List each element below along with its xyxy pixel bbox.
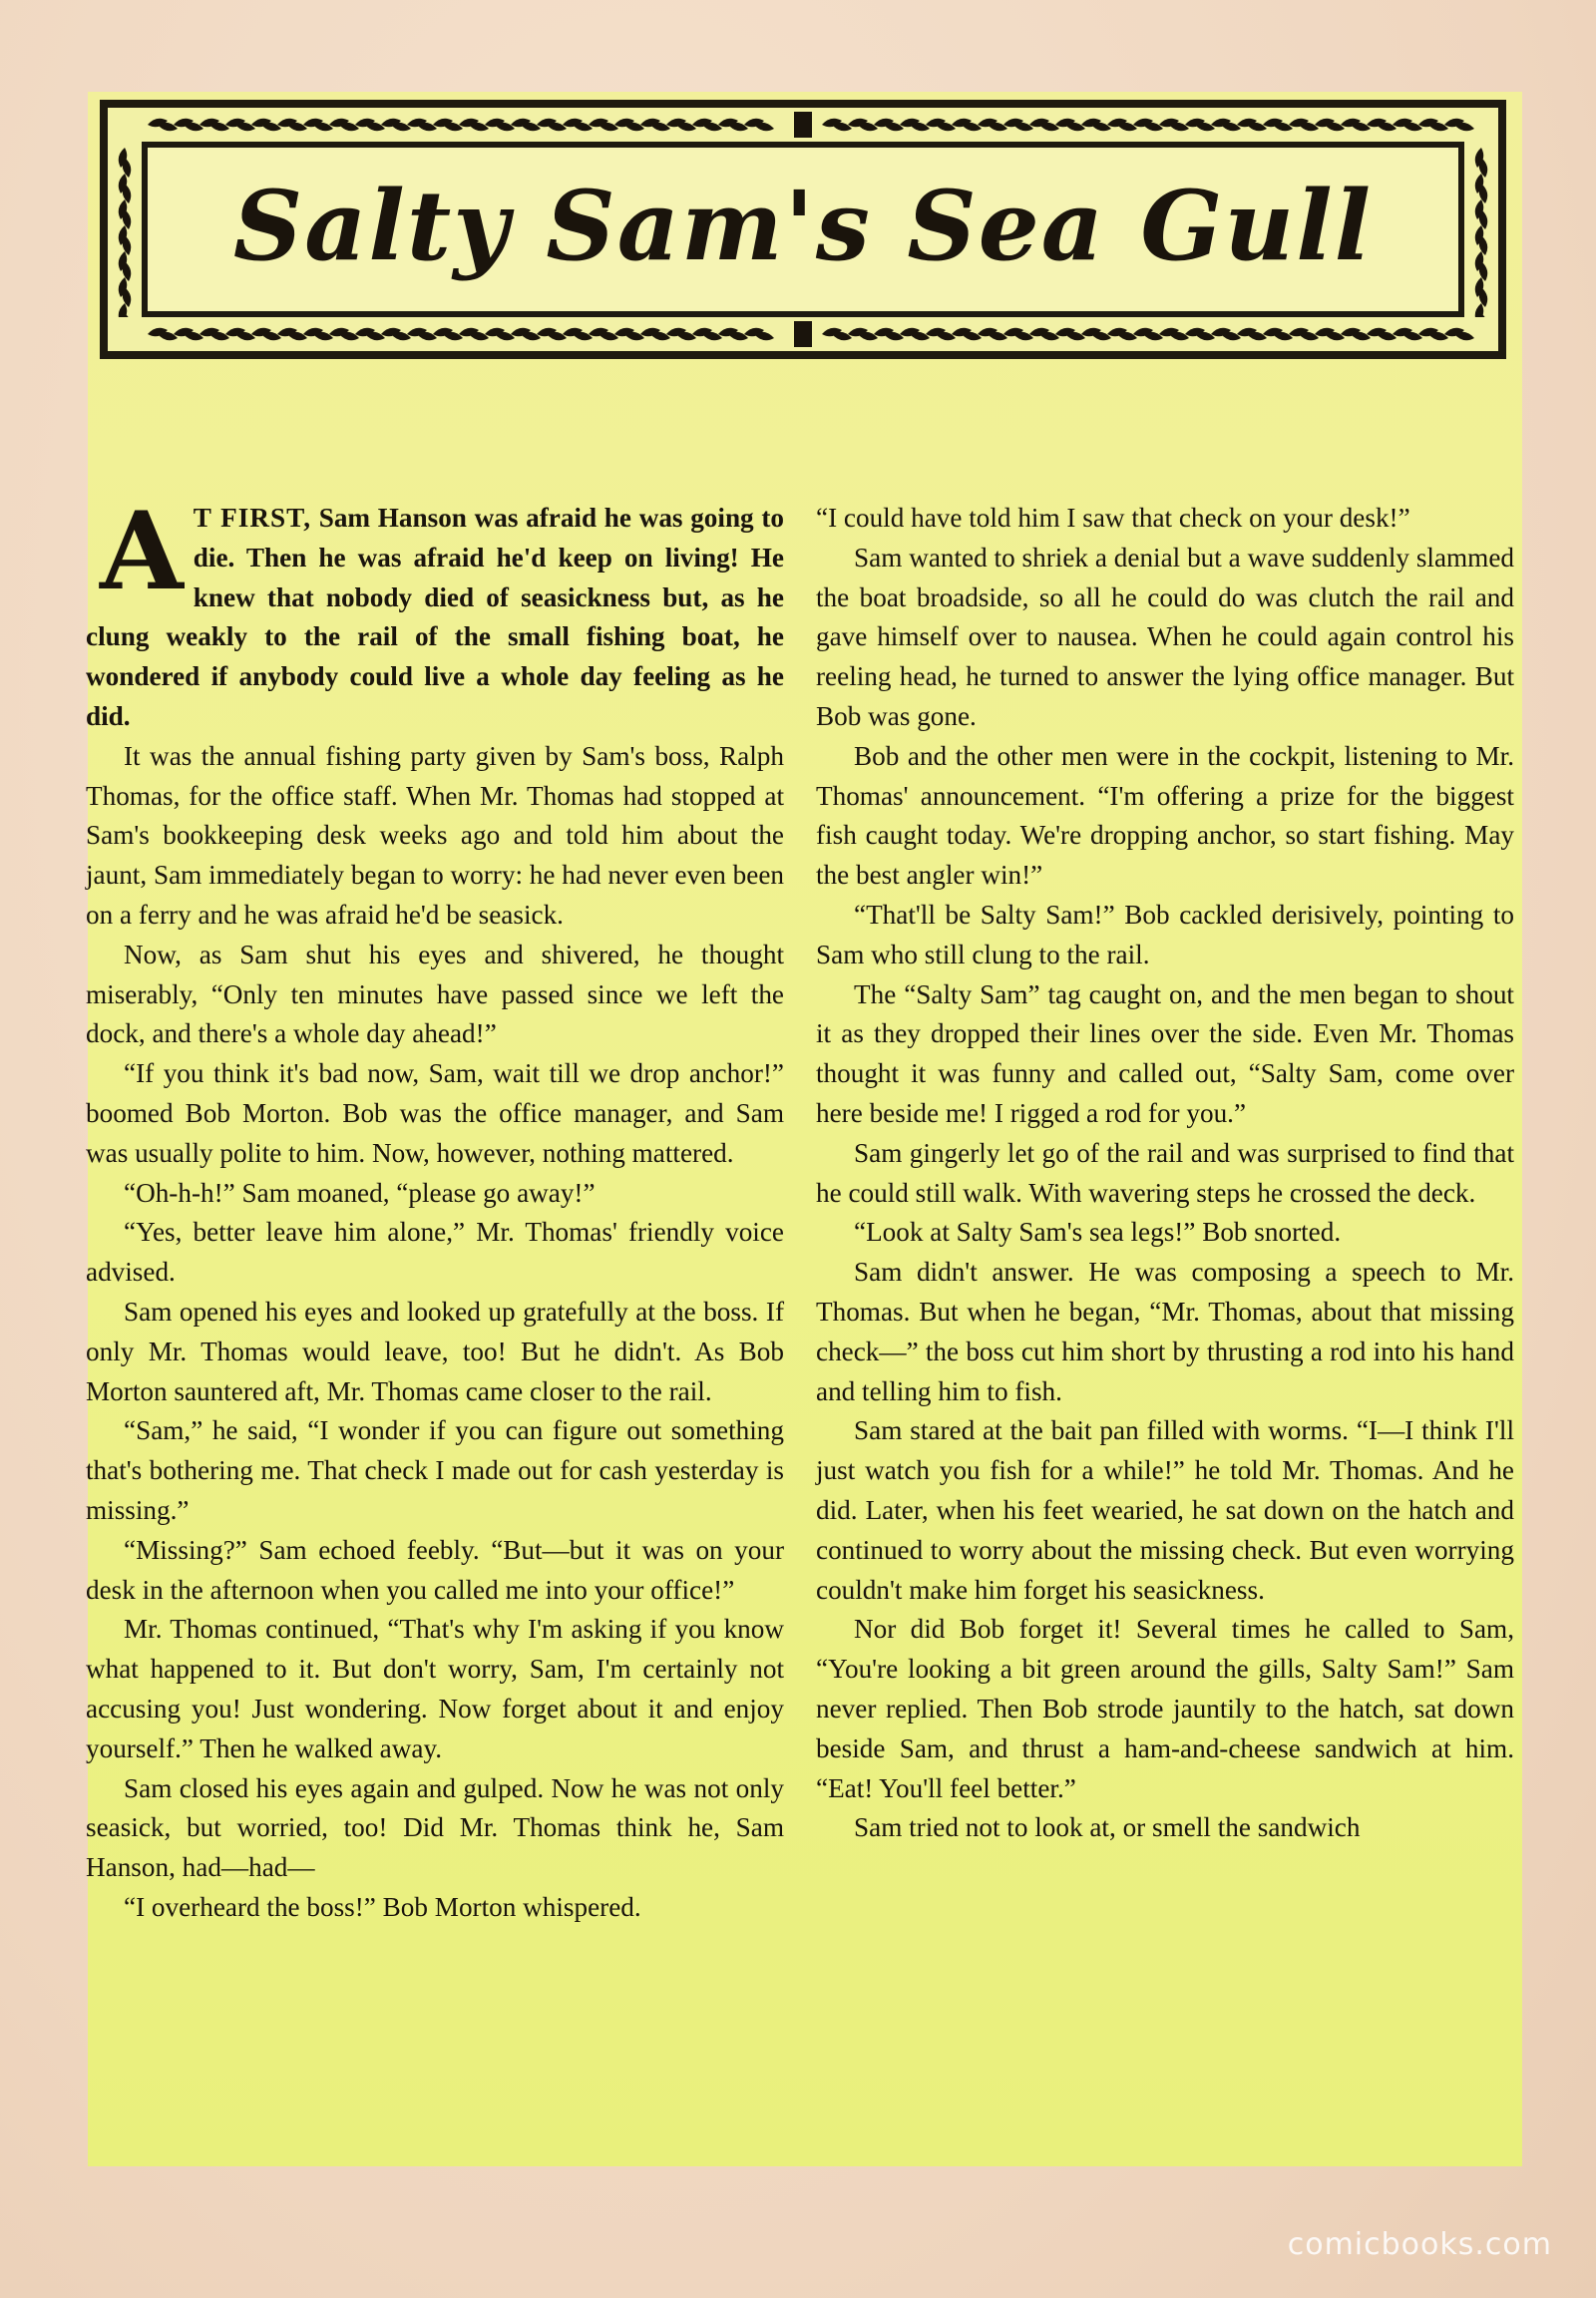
text-column-left xyxy=(86,489,785,1928)
paragraph: “I could have told him I saw that check on your desk!” xyxy=(816,503,1410,533)
paragraph: “Oh-h-h!” Sam moaned, “please go away!” xyxy=(124,1177,596,1208)
paragraph: “Sam,” he said, “I wonder if you can figure out something that's bothering me. That check I made out for cash yesterday is missing.” xyxy=(86,1415,784,1525)
paragraph: Nor did Bob forget it! Several times he called to Sam, “You're looking a bit green around the gills, Salty Sam!” Sam never replied. Then Bob strode jauntily to the hatch, sat down beside Sam, and thrust a ham-and-cheese sandwich at him. “Eat! You'll feel better.” xyxy=(816,1614,1514,1803)
lead-caps: T FIRST, xyxy=(193,503,311,533)
paragraph: Sam didn't answer. He was composing a speech to Mr. Thomas. But when he began, “Mr. Thomas, about that missing check—” the boss cut him short by thrusting a rod into his hand and telling him to fish. xyxy=(816,1257,1514,1406)
paragraph: “That'll be Salty Sam!” Bob cackled derisively, pointing to Sam who still clung to the rail. xyxy=(816,899,1514,969)
paragraph: Sam gingerly let go of the rail and was surprised to find that he could still walk. With wavering steps he crossed the deck. xyxy=(816,1137,1514,1208)
opening-text: Sam Hanson was afraid he was going to die. Then he was afraid he'd keep on living! He knew that nobody died of seasickness but, as he clung weakly to the rail of the small fishing boat, he wondered if anybody could live a whole day feeling as he did. xyxy=(86,503,785,731)
paragraph: Sam wanted to shriek a denial but a wave suddenly slammed the boat broadside, so all he could do was clutch the rail and gave himself over to nausea. When he could again control his reeling head, he turned to answer the lying office manager. But Bob was gone. xyxy=(816,542,1514,731)
title-frame xyxy=(100,100,1506,359)
paragraph: Sam stared at the bait pan filled with worms. “I—I think I'll just watch you fish for a while!” he told Mr. Thomas. And he did. Later, when his feet wearied, he sat down on the hatch and continued to worry about the missing check. But even worrying couldn't make him forget his seasickness. xyxy=(816,1415,1514,1605)
paragraph: “Missing?” Sam echoed feebly. “But—but it was on your desk in the afternoon when you called me into your office!” xyxy=(86,1534,784,1605)
laurel-leaf-mark xyxy=(1454,332,1474,341)
text-column-right xyxy=(816,499,1514,1848)
paragraph: The “Salty Sam” tag caught on, and the men began to shout it as they dropped their lines over the side. Even Mr. Thomas thought it was funny and called out, “Salty Sam, come over here beside me! I rigged a rod for you.” xyxy=(816,978,1514,1128)
story-title: Salty Sam's Sea Gull xyxy=(232,170,1374,282)
paragraph: It was the annual fishing party given by Sam's boss, Ralph Thomas, for the office staff. When Mr. Thomas had stopped at Sam's bookkeeping desk weeks ago and told him about the jaunt, Sam immediately began to worry: he had never even been on a ferry and he was afraid he'd be seasick. xyxy=(86,740,784,930)
watermark: comicbooks.com xyxy=(1287,2227,1552,2262)
paragraph: “Yes, better leave him alone,” Mr. Thomas' friendly voice advised. xyxy=(86,1217,784,1288)
paragraph: Bob and the other men were in the cockpit, listening to Mr. Thomas' announcement. “I'm offering a prize for the biggest fish caught today. We're dropping anchor, so start fishing. May the best angler win!” xyxy=(816,740,1514,891)
cross-ornament-mark xyxy=(794,112,812,138)
paragraph: Sam opened his eyes and looked up gratefully at the boss. If only Mr. Thomas would leave, too! But he didn't. As Bob Morton sauntered aft, Mr. Thomas came closer to the rail. xyxy=(86,1296,784,1406)
paragraph: “Look at Salty Sam's sea legs!” Bob snorted. xyxy=(854,1217,1342,1248)
laurel-border-top xyxy=(108,108,1498,142)
paragraph: Now, as Sam shut his eyes and shivered, he thought miserably, “Only ten minutes have passed since we left the dock, and there's a whole day ahead!” xyxy=(86,939,784,1049)
paragraph: “I overheard the boss!” Bob Morton whispered. xyxy=(124,1891,641,1922)
laurel-border-bottom xyxy=(108,317,1498,351)
paragraph: “If you think it's bad now, Sam, wait till we drop anchor!” boomed Bob Morton. Bob was the office manager, and Sam was usually polite to him. Now, however, nothing mattered. xyxy=(86,1058,784,1168)
paragraph: Sam tried not to look at, or smell the sandwich xyxy=(854,1812,1361,1843)
laurel-leaf-mark xyxy=(754,332,774,341)
laurel-leaf-mark xyxy=(754,123,774,132)
drop-cap: A xyxy=(100,489,184,614)
opening-paragraph xyxy=(86,489,785,737)
paragraph: Mr. Thomas continued, “That's why I'm asking if you know what happened to it. But don't worry, Sam, I'm certainly not accusing you! Just wondering. Now forget about it and enjoy yourself.” Then he walked away. xyxy=(86,1614,784,1763)
laurel-leaf-mark xyxy=(1454,123,1474,132)
cross-ornament-mark xyxy=(794,321,812,347)
paragraph: Sam closed his eyes again and gulped. Now he was not only seasick, but worried, too! Did Mr. Thomas think he, Sam Hanson, had—had— xyxy=(86,1772,784,1883)
